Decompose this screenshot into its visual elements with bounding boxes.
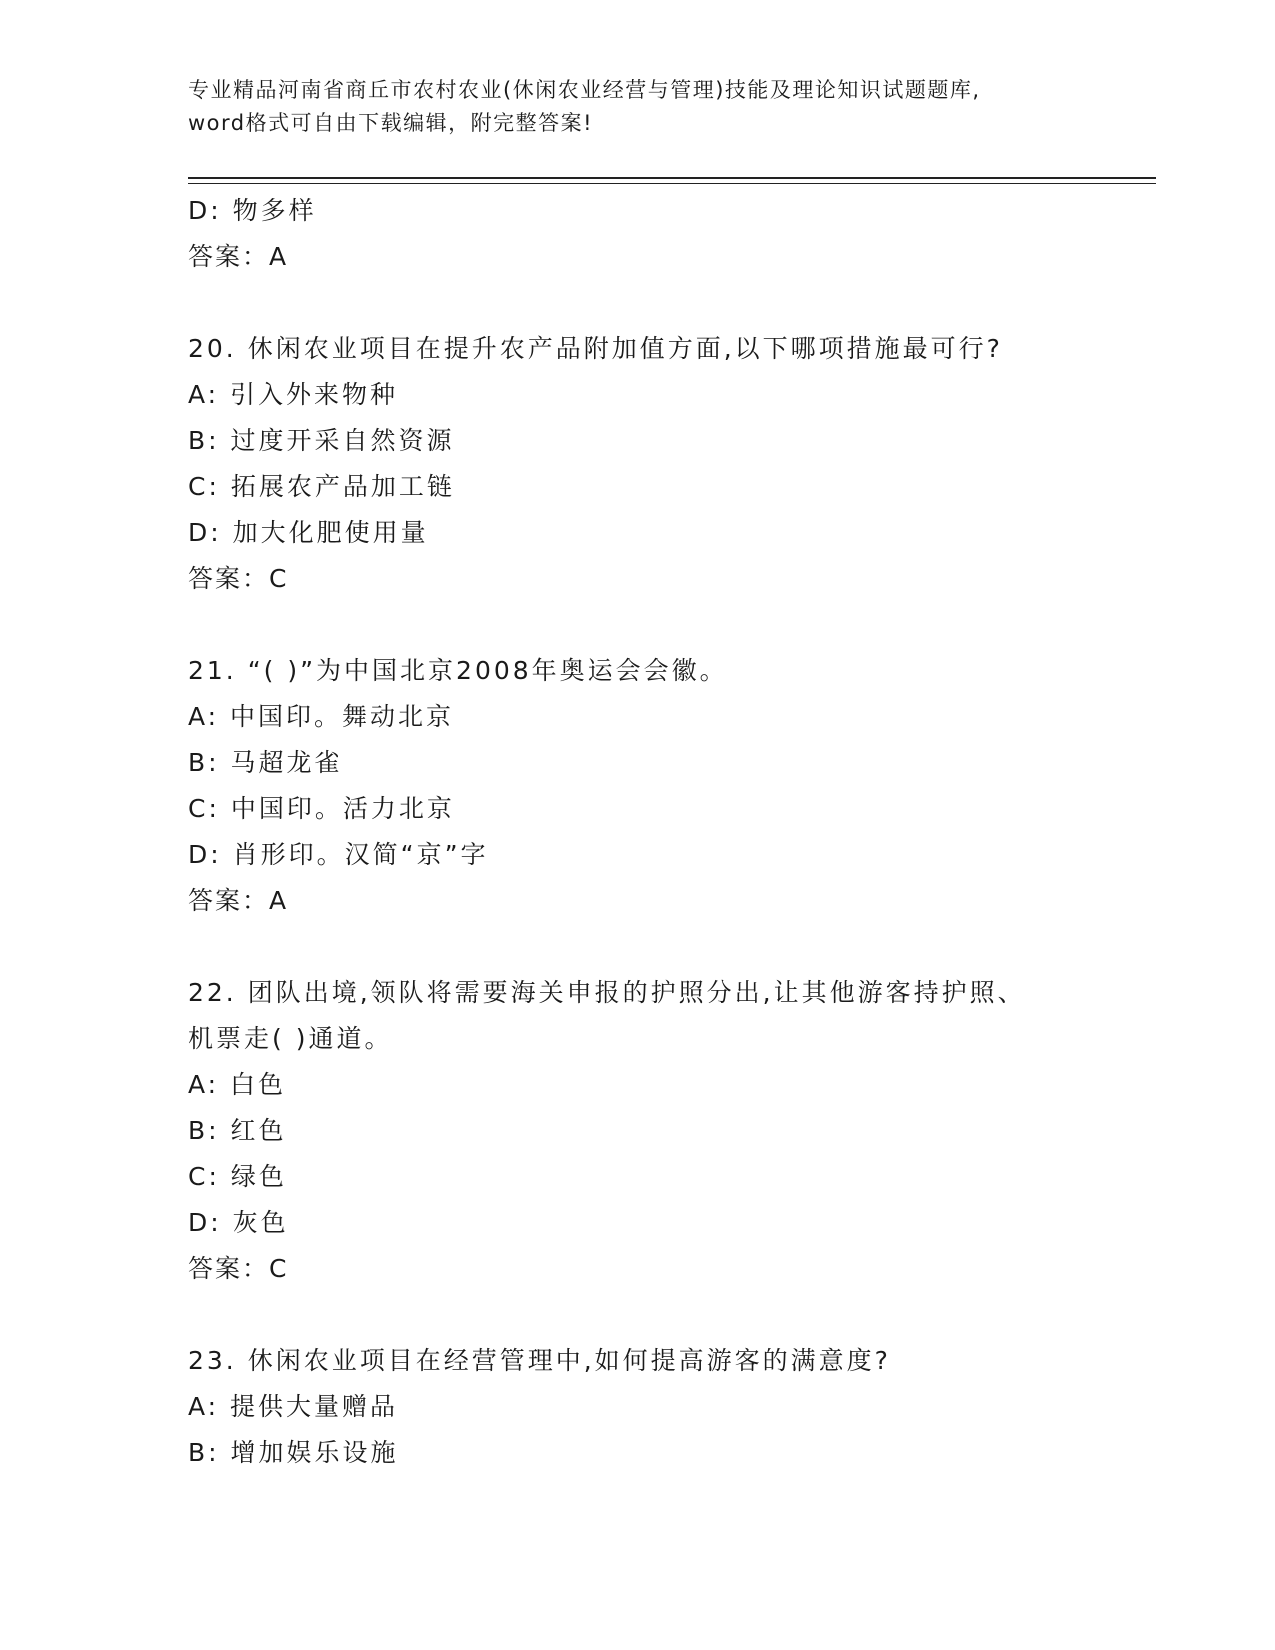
option-c: C: 中国印。活力北京: [188, 794, 455, 823]
option-b: B: 增加娱乐设施: [188, 1438, 399, 1467]
question-stem: 23. 休闲农业项目在经营管理中,如何提高游客的满意度?: [188, 1346, 891, 1375]
option-c: C: 拓展农产品加工链: [188, 472, 455, 501]
option-a: A: 提供大量赠品: [188, 1392, 399, 1421]
option-d: D: 物多样: [188, 196, 317, 225]
question-23: [188, 1338, 1148, 1476]
option-d: D: 灰色: [188, 1208, 289, 1237]
option-b: B: 红色: [188, 1116, 287, 1145]
answer: 答案：A: [188, 242, 289, 271]
answer: 答案：A: [188, 886, 289, 915]
option-a: A: 白色: [188, 1070, 287, 1099]
spacer: [188, 602, 1148, 648]
option-a: A: 中国印。舞动北京: [188, 702, 455, 731]
header-line-1: 专业精品河南省商丘市农村农业(休闲农业经营与管理)技能及理论知识试题题库,: [188, 78, 981, 102]
document-header: [188, 74, 1108, 140]
question-list: [188, 188, 1148, 1476]
answer: 答案：C: [188, 564, 289, 593]
spacer: [188, 280, 1148, 326]
question-stem: 20. 休闲农业项目在提升农产品附加值方面,以下哪项措施最可行?: [188, 334, 1003, 363]
spacer: [188, 924, 1148, 970]
header-divider-thin: [188, 183, 1156, 184]
option-b: B: 过度开采自然资源: [188, 426, 455, 455]
header-divider-thick: [188, 177, 1156, 179]
question-stem-line-1: 22. 团队出境,领队将需要海关申报的护照分出,让其他游客持护照、: [188, 978, 1026, 1007]
question-stem-line-2: 机票走( )通道。: [188, 1024, 393, 1053]
question-22: [188, 970, 1148, 1292]
header-line-2: word格式可自由下载编辑，附完整答案!: [188, 111, 594, 135]
option-a: A: 引入外来物种: [188, 380, 399, 409]
question-20: [188, 326, 1148, 602]
option-b: B: 马超龙雀: [188, 748, 343, 777]
answer: 答案：C: [188, 1254, 289, 1283]
question-21: [188, 648, 1148, 924]
spacer: [188, 1292, 1148, 1338]
question-stem: 21. “( )”为中国北京2008年奥运会会徽。: [188, 656, 728, 685]
option-d: D: 肖形印。汉简“京”字: [188, 840, 489, 869]
option-d: D: 加大化肥使用量: [188, 518, 429, 547]
option-c: C: 绿色: [188, 1162, 287, 1191]
